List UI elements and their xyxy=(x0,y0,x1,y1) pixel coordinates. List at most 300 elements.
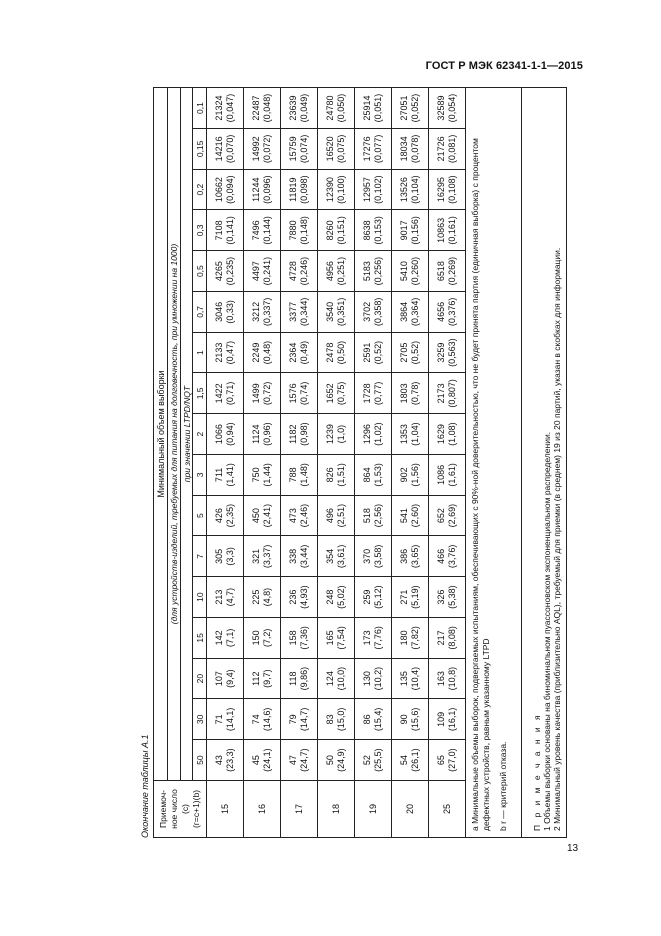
column-header: 0,2 xyxy=(193,169,207,210)
aql-value: (3,3) xyxy=(225,547,235,566)
aql-value: (0,260) xyxy=(410,256,420,286)
aql-value: (0,94) xyxy=(225,422,235,446)
sample-size-cell xyxy=(318,292,355,333)
sample-size-value: 50 xyxy=(325,755,335,766)
sample-size-cell xyxy=(244,414,281,455)
sample-size-value: 8260 xyxy=(325,220,335,241)
sample-size-cell xyxy=(244,455,281,496)
sample-size-cell xyxy=(244,618,281,659)
sample-size-cell xyxy=(429,332,466,373)
aql-value: (1,56) xyxy=(410,463,420,487)
aql-value: (9,4) xyxy=(225,669,235,688)
sample-size-value: 109 xyxy=(436,711,446,727)
sample-size-value: 90 xyxy=(399,714,409,725)
aql-value: (24,9) xyxy=(336,748,346,772)
sample-size-value: 1124 xyxy=(251,424,261,444)
aql-value: (0,072) xyxy=(262,134,272,164)
sample-size-cell xyxy=(281,414,318,455)
aql-value: (2,51) xyxy=(336,503,346,528)
aql-value: (0,251) xyxy=(336,256,346,286)
sample-size-value: 11244 xyxy=(251,177,261,202)
footnote-a: а Минимальные объемы выборок, подвергаемых испытаниям, обеспечивающих с 90%-ной доверительностью, что не будет принята партия (единичная выборка) с процентом дефектных устройств, равным указанному LTPD xyxy=(470,138,491,831)
sample-size-cell xyxy=(392,88,429,129)
sample-size-value: 271 xyxy=(399,589,409,605)
sample-size-cell xyxy=(392,536,429,577)
sample-size-cell xyxy=(244,536,281,577)
note-1: 1 Объемы выборки основаны на биноминальном пуассоновском экспоненциальном распределении. xyxy=(542,431,552,831)
sample-size-cell xyxy=(429,88,466,129)
sample-size-value: 3540 xyxy=(325,301,335,322)
aql-value: (0,269) xyxy=(447,256,457,286)
sample-size-cell xyxy=(429,740,466,781)
sample-size-value: 158 xyxy=(288,630,298,646)
sample-size-value: 52 xyxy=(362,755,372,766)
aql-value: (0,77) xyxy=(373,381,383,406)
aql-value: (7,76) xyxy=(373,626,383,650)
acceptance-number: 19 xyxy=(355,781,392,838)
sample-size-cell xyxy=(392,373,429,414)
sample-size-cell xyxy=(207,332,244,373)
sample-size-value: 1066 xyxy=(214,424,224,445)
table-row xyxy=(207,88,244,838)
sample-size-cell xyxy=(318,618,355,659)
aql-value: (0,047) xyxy=(225,93,235,123)
acceptance-number: 15 xyxy=(207,781,244,838)
aql-value: (2,41) xyxy=(262,503,272,528)
aql-value: (0,153) xyxy=(373,216,383,245)
aql-value: (0,96) xyxy=(262,422,272,446)
aql-value: (2,60) xyxy=(410,503,420,528)
sample-size-value: 130 xyxy=(362,671,372,687)
sample-size-value: 173 xyxy=(362,630,372,646)
aql-value: (0,246) xyxy=(299,256,309,286)
sample-size-value: 23639 xyxy=(288,95,298,121)
sample-size-value: 902 xyxy=(399,467,409,483)
sample-size-cell xyxy=(318,332,355,373)
sample-size-cell xyxy=(207,455,244,496)
sample-size-cell xyxy=(355,536,392,577)
column-header: 1 xyxy=(193,332,207,373)
sample-size-cell xyxy=(281,88,318,129)
sample-size-value: 370 xyxy=(362,548,372,564)
column-header: 3 xyxy=(193,455,207,496)
sample-size-value: 473 xyxy=(288,508,298,524)
sample-size-cell xyxy=(429,169,466,210)
sample-size-cell xyxy=(392,129,429,170)
sample-size-cell xyxy=(392,495,429,536)
sample-size-cell xyxy=(355,699,392,740)
aql-value: (24,1) xyxy=(262,748,272,772)
aql-value: (0,71) xyxy=(225,381,235,406)
sample-size-value: 142 xyxy=(214,630,224,646)
sample-size-cell xyxy=(355,332,392,373)
sample-size-value: 107 xyxy=(214,671,224,687)
aql-value: (0,070) xyxy=(225,134,235,164)
column-header: 20 xyxy=(193,658,207,699)
sample-size-value: 32589 xyxy=(436,95,446,121)
rotated-table-block xyxy=(138,88,562,838)
table-row xyxy=(355,88,392,838)
sample-size-cell xyxy=(281,740,318,781)
aql-value: (3,65) xyxy=(410,544,420,569)
sample-size-cell xyxy=(281,251,318,292)
column-header: 30 xyxy=(193,699,207,740)
sample-size-value: 7108 xyxy=(214,220,224,241)
acceptance-number: 18 xyxy=(318,781,355,838)
sample-size-value: 18034 xyxy=(399,136,409,162)
column-header: 1,5 xyxy=(193,373,207,414)
sample-size-value: 1422 xyxy=(214,383,224,404)
sample-size-value: 12390 xyxy=(325,177,335,203)
column-header: 15 xyxy=(193,618,207,659)
sample-size-value: 10863 xyxy=(436,217,446,243)
footnote-b: b r — критерий отказа. xyxy=(498,741,508,831)
sample-size-value: 4265 xyxy=(214,261,224,282)
sample-size-value: 1803 xyxy=(399,383,409,404)
sample-size-value: 9017 xyxy=(399,220,409,241)
acceptance-number-header: Приемоч- ное число (с) (г=с+1)(b) xyxy=(154,781,207,838)
sample-size-cell xyxy=(429,414,466,455)
sample-size-value: 124 xyxy=(325,671,335,687)
sample-size-cell xyxy=(207,495,244,536)
sample-size-value: 21726 xyxy=(436,136,446,162)
aql-value: (24,7) xyxy=(299,748,309,772)
sample-size-cell xyxy=(392,740,429,781)
sample-size-cell xyxy=(318,210,355,251)
sample-size-cell xyxy=(281,129,318,170)
aql-value: (2,35) xyxy=(225,503,235,528)
sample-size-value: 466 xyxy=(436,548,446,564)
sample-size-cell xyxy=(207,373,244,414)
sample-size-value: 47 xyxy=(288,755,298,766)
sample-size-value: 180 xyxy=(399,630,409,646)
sample-size-value: 1182 xyxy=(288,424,298,444)
sample-size-cell xyxy=(318,536,355,577)
sample-size-cell xyxy=(281,658,318,699)
aql-value: (15,4) xyxy=(373,707,383,732)
sample-size-value: 45 xyxy=(251,755,261,766)
aql-value: (7,54) xyxy=(336,626,346,650)
sample-size-cell xyxy=(207,88,244,129)
aql-value: (0,108) xyxy=(447,175,457,204)
aql-value: (0,74) xyxy=(299,381,309,406)
sample-size-cell xyxy=(244,292,281,333)
sample-size-cell xyxy=(244,210,281,251)
sample-size-value: 450 xyxy=(251,508,261,524)
aql-value: (2,69) xyxy=(447,503,457,528)
aql-value: (3,58) xyxy=(373,544,383,569)
sample-size-cell xyxy=(244,577,281,618)
sample-size-cell xyxy=(392,658,429,699)
sample-size-cell xyxy=(281,495,318,536)
sample-size-cell xyxy=(392,414,429,455)
aql-value: (15,6) xyxy=(410,707,420,732)
aql-value: (10,2) xyxy=(373,666,383,691)
aql-value: (1,0) xyxy=(336,424,346,444)
sample-size-value: 236 xyxy=(288,589,298,605)
sample-size-value: 225 xyxy=(251,589,261,605)
sample-size-cell xyxy=(244,699,281,740)
sample-size-value: 4728 xyxy=(288,261,298,282)
sample-size-cell xyxy=(429,129,466,170)
page-number: 13 xyxy=(567,843,579,854)
sample-size-value: 22487 xyxy=(251,95,261,121)
sample-size-cell xyxy=(207,699,244,740)
sample-size-cell xyxy=(429,455,466,496)
aql-value: (0,151) xyxy=(336,216,346,245)
sample-size-cell xyxy=(207,618,244,659)
sample-size-value: 150 xyxy=(251,630,261,646)
sample-size-cell xyxy=(355,577,392,618)
aql-value: (0,72) xyxy=(262,381,272,406)
sample-size-cell xyxy=(281,699,318,740)
footnotes-cell xyxy=(466,88,522,838)
sample-size-cell xyxy=(207,658,244,699)
sample-size-value: 13526 xyxy=(399,177,409,203)
aql-value: (25,5) xyxy=(373,748,383,772)
aql-value: (2,46) xyxy=(299,503,309,528)
aql-value: (10,0) xyxy=(336,666,346,691)
sample-size-cell xyxy=(355,495,392,536)
column-header: 0,15 xyxy=(193,129,207,170)
sample-size-value: 3377 xyxy=(288,301,298,322)
sample-size-cell xyxy=(392,699,429,740)
sample-size-cell xyxy=(207,577,244,618)
aql-value: (0,807) xyxy=(447,379,457,408)
sample-size-value: 83 xyxy=(325,714,335,725)
sample-size-value: 3046 xyxy=(214,301,224,322)
sample-size-value: 2478 xyxy=(325,342,335,363)
column-header: 5 xyxy=(193,495,207,536)
sample-size-cell xyxy=(392,292,429,333)
sample-size-value: 1353 xyxy=(399,424,409,445)
sample-size-value: 2705 xyxy=(399,342,409,363)
sample-size-cell xyxy=(429,577,466,618)
acceptance-number: 20 xyxy=(392,781,429,838)
note-2: 2 Минимальный уровень качества (приблизительно AQL), требуемый для приемки (в среднем) 19 из 20 партий, указан в скобках для информации. xyxy=(552,247,562,831)
aql-value: (0,156) xyxy=(410,216,420,245)
sample-size-value: 11819 xyxy=(288,177,298,202)
sample-size-cell xyxy=(207,169,244,210)
aql-value: (14,7) xyxy=(299,707,309,732)
sample-size-value: 79 xyxy=(288,714,298,725)
sample-size-cell xyxy=(244,740,281,781)
sample-size-cell xyxy=(318,658,355,699)
sample-size-value: 1652 xyxy=(325,383,335,404)
sample-size-table xyxy=(153,87,567,838)
aql-value: (0,358) xyxy=(373,297,383,327)
sample-size-value: 43 xyxy=(214,755,224,766)
sample-size-value: 2133 xyxy=(214,342,224,363)
sample-size-value: 12957 xyxy=(362,177,372,203)
sample-size-cell xyxy=(281,332,318,373)
sample-size-cell xyxy=(355,414,392,455)
aql-value: (5,12) xyxy=(373,585,383,609)
aql-value: (26,1) xyxy=(410,748,420,772)
sample-size-cell xyxy=(207,414,244,455)
sample-size-value: 826 xyxy=(325,467,335,483)
sample-size-cell xyxy=(207,740,244,781)
sample-size-cell xyxy=(392,169,429,210)
sample-size-value: 74 xyxy=(251,714,261,725)
sample-size-cell xyxy=(244,251,281,292)
aql-value: (23,3) xyxy=(225,748,235,772)
sample-size-value: 1728 xyxy=(362,383,372,404)
aql-value: (7,2) xyxy=(262,628,272,648)
aql-value: (1,02) xyxy=(373,422,383,446)
sample-size-cell xyxy=(318,169,355,210)
aql-value: (7,1) xyxy=(225,628,235,648)
aql-value: (1,08) xyxy=(447,422,457,446)
aql-value: (8,08) xyxy=(447,626,457,650)
sample-size-value: 118 xyxy=(288,671,298,686)
table-row xyxy=(392,88,429,838)
sample-size-value: 14992 xyxy=(251,136,261,162)
sample-size-value: 65 xyxy=(436,755,446,766)
aql-value: (10,8) xyxy=(447,666,457,691)
aql-value: (0,049) xyxy=(299,93,309,123)
aql-value: (0,50) xyxy=(336,340,346,365)
aql-value: (0,98) xyxy=(299,422,309,446)
sample-size-cell xyxy=(318,373,355,414)
aql-value: (0,081) xyxy=(447,134,457,164)
sample-size-cell xyxy=(355,251,392,292)
sample-size-cell xyxy=(318,129,355,170)
column-header-row xyxy=(193,88,207,838)
aql-value: (0,241) xyxy=(262,256,272,286)
sample-size-value: 496 xyxy=(325,508,335,524)
sample-size-value: 788 xyxy=(288,467,298,483)
sample-size-cell xyxy=(392,210,429,251)
sample-size-cell xyxy=(429,658,466,699)
sample-size-cell xyxy=(244,88,281,129)
column-header: 7 xyxy=(193,536,207,577)
table-body xyxy=(207,88,466,838)
table-row xyxy=(429,88,466,838)
aql-value: (15,0) xyxy=(336,707,346,732)
column-header: 50 xyxy=(193,740,207,781)
sample-size-cell xyxy=(355,129,392,170)
sample-size-value: 165 xyxy=(325,630,335,646)
sample-size-value: 3864 xyxy=(399,301,409,322)
sample-size-value: 326 xyxy=(436,589,446,605)
sample-size-value: 652 xyxy=(436,508,446,524)
column-header: 0,3 xyxy=(193,210,207,251)
sample-size-value: 2173 xyxy=(436,383,446,404)
aql-value: (9,86) xyxy=(299,666,309,691)
sample-size-value: 750 xyxy=(251,467,261,483)
sample-size-value: 1296 xyxy=(362,424,372,445)
aql-value: (1,48) xyxy=(299,463,309,487)
sample-size-cell xyxy=(429,536,466,577)
aql-value: (3,44) xyxy=(299,544,309,569)
sample-size-value: 338 xyxy=(288,548,298,564)
table-row xyxy=(318,88,355,838)
sample-size-value: 7880 xyxy=(288,220,298,241)
sample-size-cell xyxy=(429,495,466,536)
sample-size-value: 864 xyxy=(362,467,372,483)
sample-size-cell xyxy=(318,577,355,618)
aql-value: (0,52) xyxy=(410,340,420,365)
aql-value: (16,1) xyxy=(447,707,457,732)
aql-value: (0,077) xyxy=(373,134,383,164)
sample-size-cell xyxy=(355,292,392,333)
sample-size-cell xyxy=(355,618,392,659)
sample-size-cell xyxy=(244,495,281,536)
document-code: ГОСТ Р МЭК 62341-1-1—2015 xyxy=(425,60,583,72)
sample-size-value: 4956 xyxy=(325,261,335,282)
sample-size-cell xyxy=(207,292,244,333)
sample-size-value: 3702 xyxy=(362,301,372,322)
sample-size-value: 321 xyxy=(251,548,261,564)
sample-size-cell xyxy=(281,536,318,577)
column-header: 0,5 xyxy=(193,251,207,292)
sample-size-cell xyxy=(429,699,466,740)
sample-size-cell xyxy=(392,455,429,496)
sample-size-cell xyxy=(392,332,429,373)
aql-value: (0,78) xyxy=(410,381,420,406)
sample-size-cell xyxy=(355,210,392,251)
sample-size-value: 1086 xyxy=(436,464,446,485)
table-row xyxy=(244,88,281,838)
sample-size-value: 518 xyxy=(362,508,372,524)
sample-size-value: 2364 xyxy=(288,342,298,363)
aql-value: (5,38) xyxy=(447,585,457,609)
sample-size-value: 1239 xyxy=(325,424,335,445)
sample-size-value: 17276 xyxy=(362,136,372,162)
sample-size-cell xyxy=(281,373,318,414)
aql-value: (0,33) xyxy=(225,300,235,324)
table-caption: Окончание таблицы А.1 xyxy=(140,734,150,838)
aql-value: (0,376) xyxy=(447,297,457,327)
aql-value: (7,82) xyxy=(410,626,420,650)
sample-size-cell xyxy=(244,658,281,699)
sample-size-cell xyxy=(318,88,355,129)
sample-size-cell xyxy=(355,373,392,414)
aql-value: (1,04) xyxy=(410,422,420,446)
sample-size-value: 541 xyxy=(399,508,409,524)
aql-value: (5,02) xyxy=(336,585,346,609)
sample-size-cell xyxy=(318,699,355,740)
aql-value: (0,161) xyxy=(447,216,457,245)
aql-value: (0,078) xyxy=(410,134,420,164)
sample-size-value: 14216 xyxy=(214,136,224,162)
column-header: 0,7 xyxy=(193,292,207,333)
notes-cell xyxy=(522,88,567,838)
sample-size-value: 15759 xyxy=(288,136,298,162)
sample-size-value: 112 xyxy=(251,671,261,686)
sample-size-cell xyxy=(392,577,429,618)
aql-value: (1,61) xyxy=(447,463,457,487)
aql-value: (0,344) xyxy=(299,297,309,327)
sample-size-cell xyxy=(429,251,466,292)
sample-size-cell xyxy=(429,210,466,251)
sample-size-cell xyxy=(392,618,429,659)
sample-size-value: 259 xyxy=(362,589,372,605)
sample-size-value: 354 xyxy=(325,548,335,564)
sample-size-cell xyxy=(244,169,281,210)
sample-size-value: 21324 xyxy=(214,95,224,121)
aql-value: (4,7) xyxy=(225,587,235,607)
aql-value: (2,56) xyxy=(373,503,383,528)
sample-size-cell xyxy=(281,577,318,618)
sample-size-cell xyxy=(355,658,392,699)
acceptance-number: 17 xyxy=(281,781,318,838)
acceptance-number: 16 xyxy=(244,781,281,838)
aql-value: (3,76) xyxy=(447,544,457,569)
sample-size-value: 54 xyxy=(399,755,409,766)
sample-size-value: 10662 xyxy=(214,177,224,203)
